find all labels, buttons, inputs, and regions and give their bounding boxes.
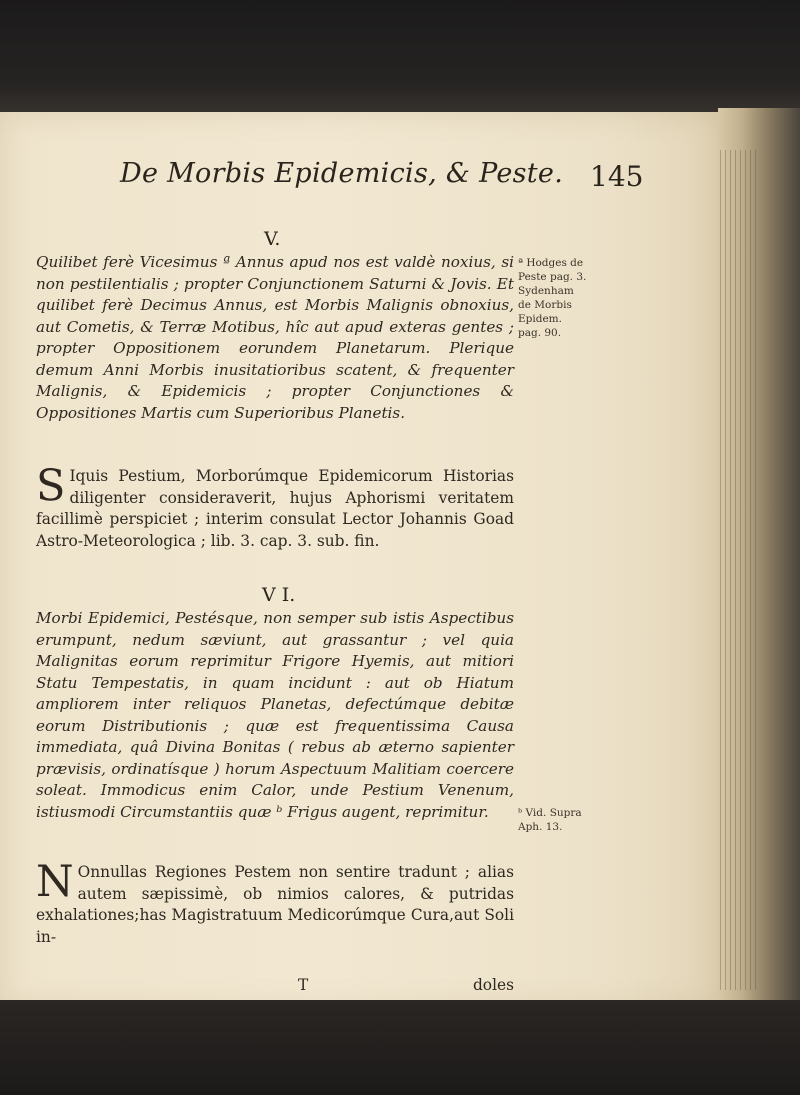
- page-number: 145: [590, 160, 644, 193]
- dropcap-s: S: [36, 461, 66, 511]
- catchword: doles: [472, 976, 514, 994]
- aphorism-v: Quilibet ferè Vicesimus ª Annus apud nos est valdè noxius, si non pestilentialis ; propter Conjunctionem Saturni & Jovis. Et quilibet ferè Decimus Annus, est Morbis Malignis obnoxius, aut Cometis, & Terræ Motibus, hîc aut apud exteras gentes ; propter Oppositionem eorundem Planetarum. Plerique demum Anni Morbis inusitatioribus scatent, & frequenter Malignis, & Epidemicis ; propter Conjunctiones & Oppositiones Martis cum Superioribus Planetis.: [36, 253, 514, 422]
- signature-mark: T: [298, 976, 309, 994]
- margin-note-a: ª Hodges de Peste pag. 3. Sydenham de Morbis Epidem. pag. 90.: [518, 257, 587, 339]
- margin-note-b: ᵇ Vid. Supra Aph. 13.: [518, 807, 582, 833]
- section-numeral-v: V.: [264, 228, 281, 250]
- commentary-vi: [36, 857, 514, 948]
- section-numeral-vi: V I.: [262, 584, 296, 606]
- commentary-vi-text: Onnullas Regiones Pestem non sentire tradunt ; alias autem sæpissimè, ob nimios calores, & putridas exhalationes;has Magistratuum Medicorúmque Cura,aut Soli in-: [36, 863, 514, 946]
- dark-background-top: [0, 0, 800, 120]
- aphorism-vi: Morbi Epidemici, Pestésque, non semper sub istis Aspectibus erumpunt, nedum sæviunt, aut grassantur ; vel quia Malignitas eorum reprimitur Frigore Hyemis, aut mitiori Statu Tempestatis, in quam incidunt : aut ob Hiatum ampliorem inter reliquos Planetas, defectúmque debitæ eorum Distributionis ; quæ est frequentissima Causa immediata, quâ Divina Bonitas ( rebus ab æterno sapienter prævisis, ordinatísque ) horum Aspectuum Malitiam coercere soleat. Immodicus enim Calor, unde Pestium Venenum, istiusmodi Circumstantiis quæ ᵇ Frigus augent, reprimitur.: [36, 609, 514, 821]
- dropcap-n: N: [36, 857, 74, 907]
- commentary-v: [36, 461, 514, 552]
- running-title: De Morbis Epidemicis, & Peste.: [120, 158, 564, 189]
- dark-background-bottom: [0, 1000, 800, 1095]
- commentary-v-text: Iquis Pestium, Morborúmque Epidemicorum Historias diligenter consideraverit, hujus Aphorismi veritatem facillimè perspiciet ; interim consulat Lector Johannis Goad Astro-Meteorologica ; lib. 3. cap. 3. sub. fin.: [36, 467, 514, 550]
